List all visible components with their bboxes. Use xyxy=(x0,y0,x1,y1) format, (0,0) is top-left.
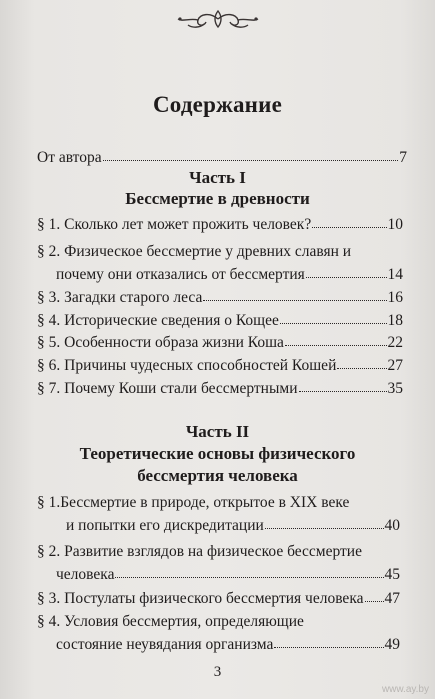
toc-entry-part2-2-line1[interactable]: § 2. Развитие взглядов на физическое бессмертие xyxy=(37,543,362,560)
dot-leader xyxy=(337,356,386,369)
dot-leader xyxy=(274,635,383,648)
toc-entry-label: § 4. Исторические сведения о Кощее xyxy=(37,312,279,329)
part-2-heading: Часть II xyxy=(185,422,250,441)
toc-entry-part1-1[interactable] xyxy=(37,216,403,234)
toc-entry-page: 35 xyxy=(387,380,403,397)
page-title: Содержание xyxy=(153,92,282,117)
dot-leader xyxy=(285,333,387,346)
toc-entry-page: 40 xyxy=(384,517,400,534)
toc-entry-page: 22 xyxy=(387,334,403,351)
dot-leader xyxy=(299,379,387,392)
toc-entry-part2-3[interactable] xyxy=(37,590,400,608)
toc-entry-part1-7[interactable] xyxy=(37,380,403,398)
toc-entry-page: 14 xyxy=(387,266,403,283)
part-1-subtitle: Бессмертие в древности xyxy=(125,189,310,208)
toc-entry-label: § 3. Загадки старого леса xyxy=(37,289,203,306)
toc-entry-part2-4-line1[interactable]: § 4. Условия бессмертия, определяющие xyxy=(37,613,304,630)
toc-entry-page: 27 xyxy=(387,357,403,374)
toc-entry-part1-6[interactable] xyxy=(37,357,403,375)
toc-entry-intro[interactable] xyxy=(37,149,407,167)
dot-leader xyxy=(306,265,387,278)
toc-entry-label: § 7. Почему Коши стали бессмертными xyxy=(37,380,298,397)
toc-entry-label: § 5. Особенности образа жизни Коша xyxy=(37,334,284,351)
dot-leader xyxy=(265,516,384,529)
watermark: www.ay.by xyxy=(381,684,429,695)
toc-entry-page: 10 xyxy=(387,216,403,233)
toc-entry-label: От автора xyxy=(37,149,102,166)
toc-entry-page: 49 xyxy=(384,636,400,653)
dot-leader xyxy=(365,589,384,602)
toc-entry-part1-2[interactable] xyxy=(56,266,403,284)
toc-entry-page: 18 xyxy=(387,312,403,329)
toc-entry-part2-4[interactable] xyxy=(56,636,400,654)
toc-entry-label: § 3. Постулаты физического бессмертия человека xyxy=(37,590,364,607)
toc-entry-part2-1[interactable] xyxy=(66,517,400,535)
toc-entry-part1-2-line1[interactable]: § 2. Физическое бессмертие у древних славян и xyxy=(37,243,352,260)
toc-entry-page: 7 xyxy=(399,149,407,166)
toc-entry-label: § 1. Сколько лет может прожить человек? xyxy=(37,216,312,233)
toc-entry-part2-1-line1[interactable]: § 1.Бессмертие в природе, открытое в XIX веке xyxy=(37,494,350,511)
toc-entry-page: 47 xyxy=(384,590,400,607)
toc-entry-page: 16 xyxy=(387,289,403,306)
dot-leader xyxy=(103,148,399,161)
toc-entry-part2-2[interactable] xyxy=(56,566,400,584)
toc-entry-part1-4[interactable] xyxy=(37,312,403,330)
dot-leader xyxy=(280,311,387,324)
ornament-icon xyxy=(174,8,262,30)
toc-entry-label: человека xyxy=(56,566,115,583)
part-2-subtitle-line2: бессмертия человека xyxy=(137,466,298,485)
toc-entry-page: 45 xyxy=(384,566,400,583)
part-1-heading: Часть I xyxy=(189,168,246,187)
dot-leader xyxy=(312,215,386,228)
toc-entry-part1-5[interactable] xyxy=(37,334,403,352)
toc-entry-label: и попытки его дискредитации xyxy=(66,517,264,534)
dot-leader xyxy=(203,288,386,301)
page-number: 3 xyxy=(213,664,222,680)
part-2-subtitle-line1: Теоретические основы физического xyxy=(79,444,356,463)
dot-leader xyxy=(115,565,383,578)
toc-entry-label: почему они отказались от бессмертия xyxy=(56,266,305,283)
toc-entry-label: § 6. Причины чудесных способностей Кошей xyxy=(37,357,337,374)
toc-entry-part1-3[interactable] xyxy=(37,289,403,307)
toc-entry-label: состояние неувядания организма xyxy=(56,636,274,653)
